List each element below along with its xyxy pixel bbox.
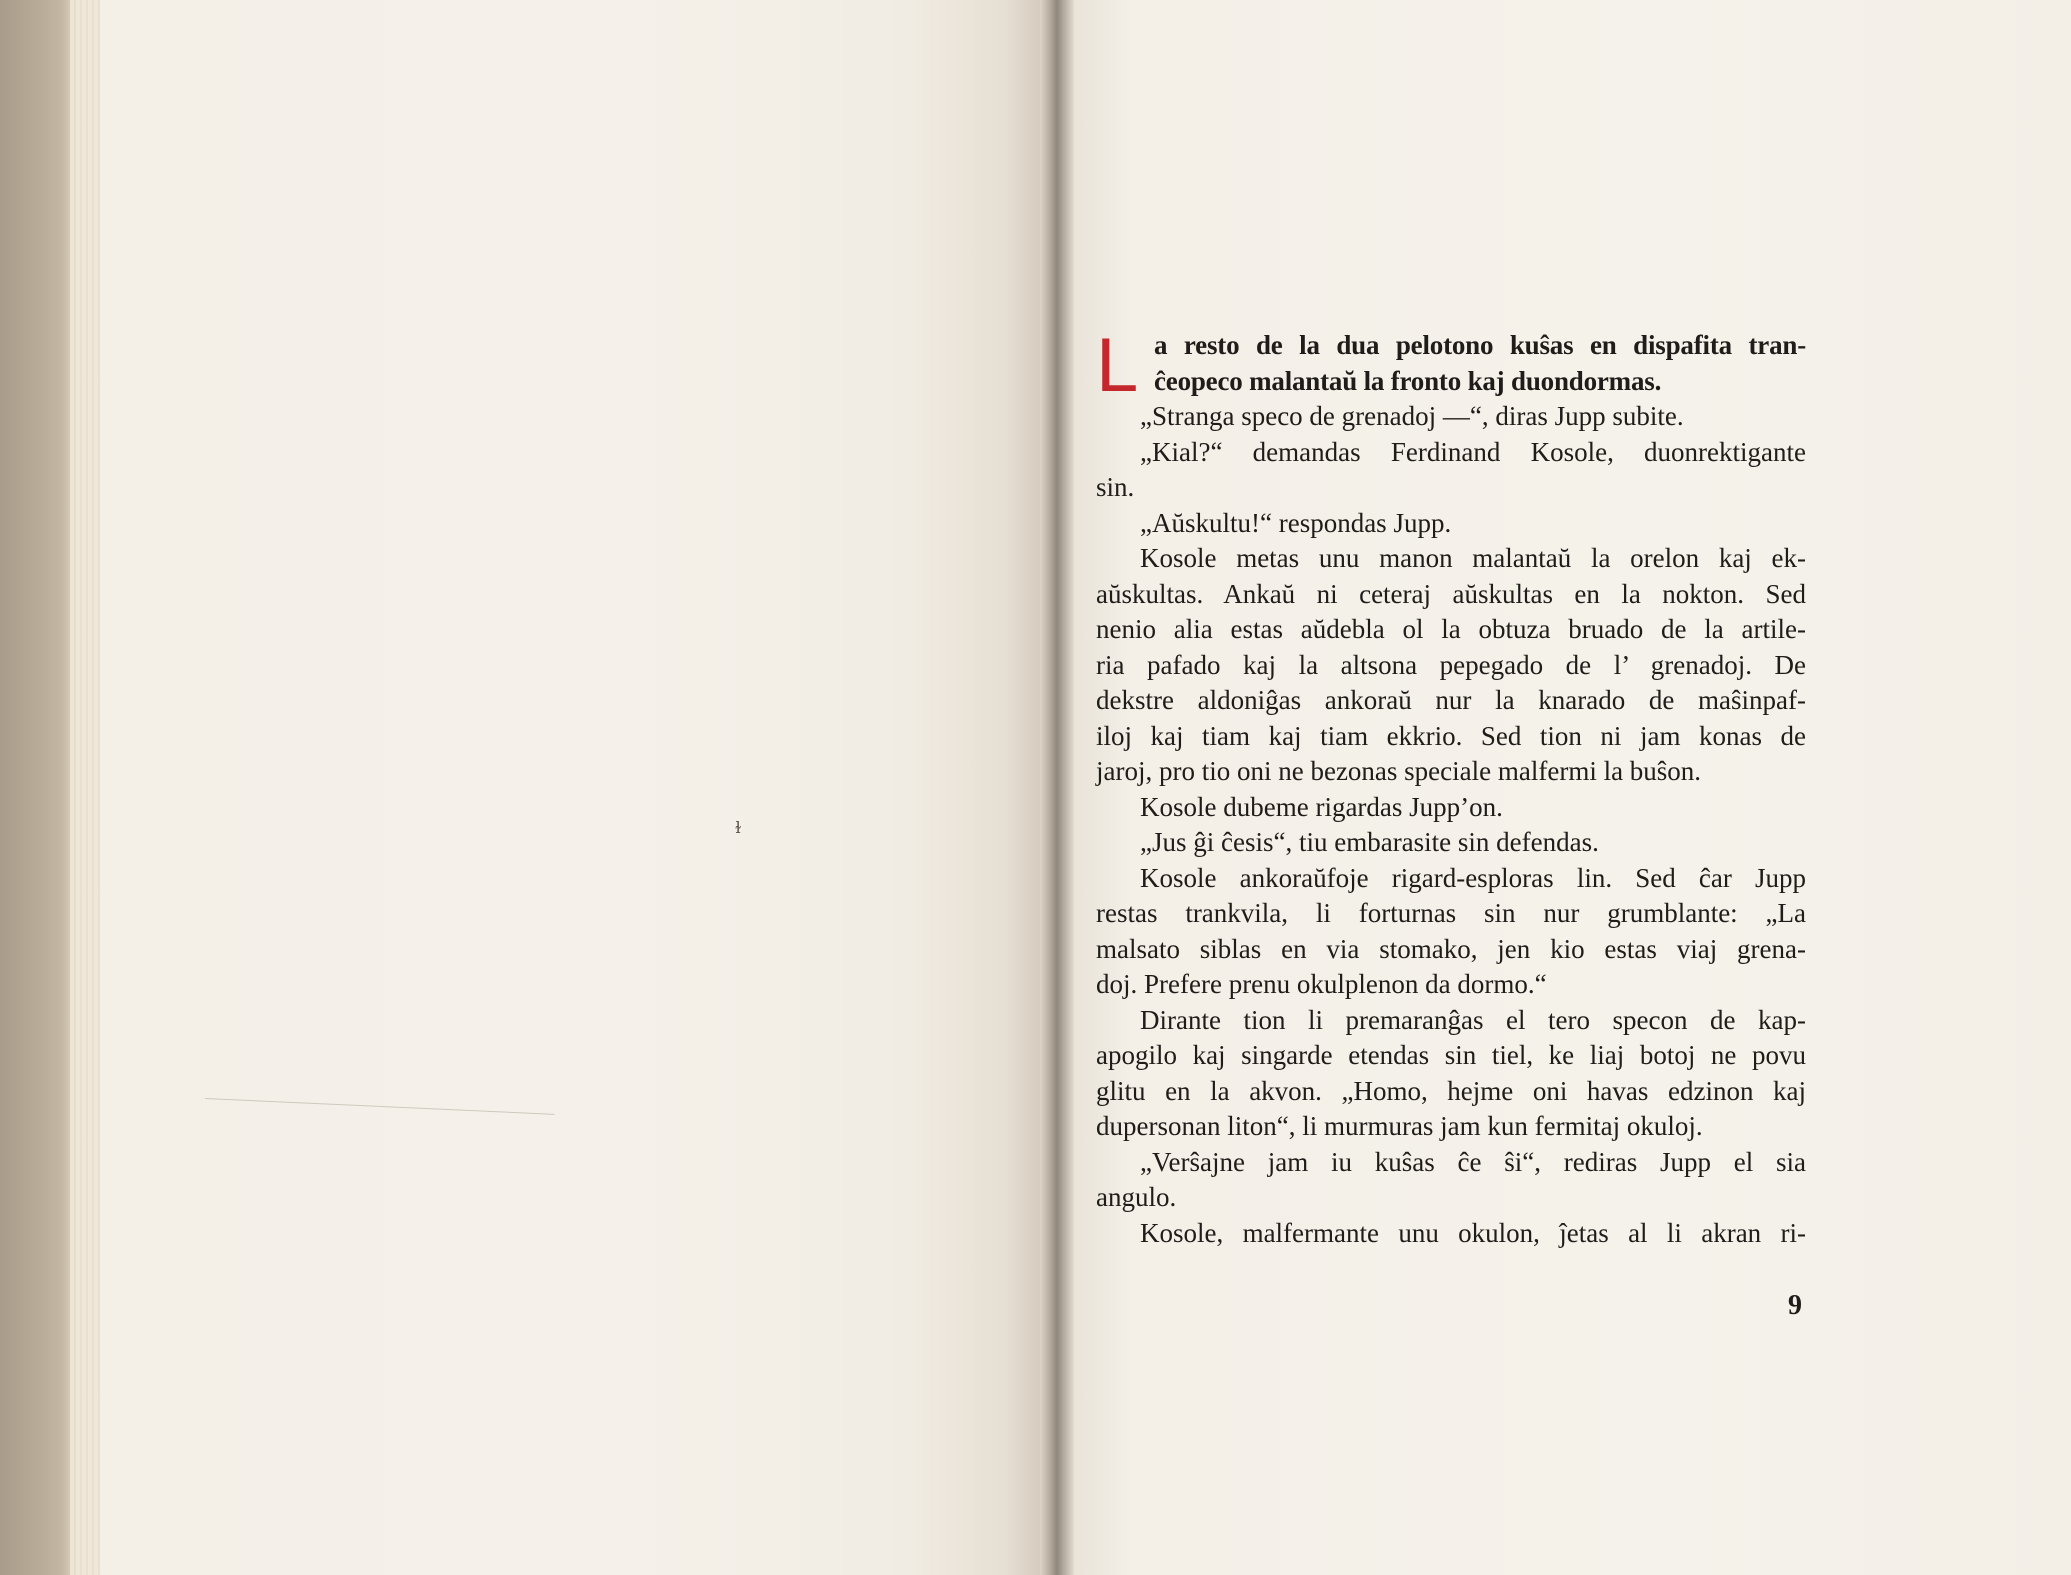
body-text [1096, 323, 1806, 1251]
page-number: 9 [1788, 1290, 1802, 1321]
text-line: aŭskultas. Ankaŭ ni ceteraj aŭskultas en la nokton. Sed [1096, 578, 1806, 609]
text-line: iloj kaj tiam kaj tiam ekkrio. Sed tion ni jam konas de [1096, 720, 1806, 751]
text-line: glitu en la akvon. „Homo, hejme oni havas edzinon kaj [1096, 1075, 1806, 1106]
text-line: „Stranga speco de grenadoj —“, diras Jupp subite. [1140, 401, 1684, 431]
text-line: apogilo kaj singarde etendas sin tiel, ke liaj botoj ne povu [1096, 1040, 1806, 1070]
drop-cap: L [1096, 323, 1139, 408]
text-line: doj. Prefere prenu okulplenon da dormo.“ [1096, 969, 1547, 999]
text-line: „Jus ĝi ĉesis“, tiu embarasite sin defendas. [1140, 827, 1599, 857]
text-line: „Verŝajne jam iu kuŝas ĉe ŝi“, rediras Jupp el sia [1140, 1146, 1806, 1177]
text-line: Kosole dubeme rigardas Jupp’on. [1140, 791, 1503, 822]
left-page-mark: ɫ [735, 818, 742, 837]
text-line: Kosole ankoraŭfoje rigard-esploras lin. Sed ĉar Jupp [1140, 862, 1806, 893]
text-line: „Aŭskultu!“ respondas Jupp. [1140, 507, 1452, 538]
text-line: dupersonan liton“, li murmuras jam kun fermitaj okuloj. [1096, 1111, 1703, 1141]
text-line: Kosole metas unu manon malantaŭ la orelon kaj ek- [1140, 543, 1806, 573]
text-line: ĉeopeco malantaŭ la fronto kaj duondormas. [1154, 365, 1662, 396]
text-line: ria pafado kaj la altsona pepegado de l’ grenadoj. De [1096, 649, 1806, 680]
text-line: sin. [1096, 472, 1135, 502]
left-page [100, 0, 1052, 1575]
text-line: Kosole, malfermante unu okulon, ĵetas al li akran ri- [1140, 1217, 1806, 1248]
text-line: restas trankvila, li forturnas sin nur grumblante: „La [1096, 898, 1806, 928]
text-line: jaroj, pro tio oni ne bezonas speciale malfermi la buŝon. [1096, 756, 1702, 786]
book-gutter [1040, 0, 1074, 1575]
text-line: malsato siblas en via stomako, jen kio estas viaj grena- [1096, 933, 1806, 964]
text-line: „Kial?“ demandas Ferdinand Kosole, duonrektigante [1140, 436, 1806, 467]
text-line: angulo. [1096, 1182, 1177, 1212]
text-line: Dirante tion li premaranĝas el tero specon de kap- [1140, 1004, 1806, 1035]
text-line: dekstre aldoniĝas ankoraŭ nur la knarado de maŝinpaf- [1096, 685, 1806, 715]
text-line: nenio alia estas aŭdebla ol la obtuza bruado de la artile- [1096, 614, 1806, 644]
text-line: a resto de la dua pelotono kuŝas en dispafita tran- [1154, 330, 1806, 360]
